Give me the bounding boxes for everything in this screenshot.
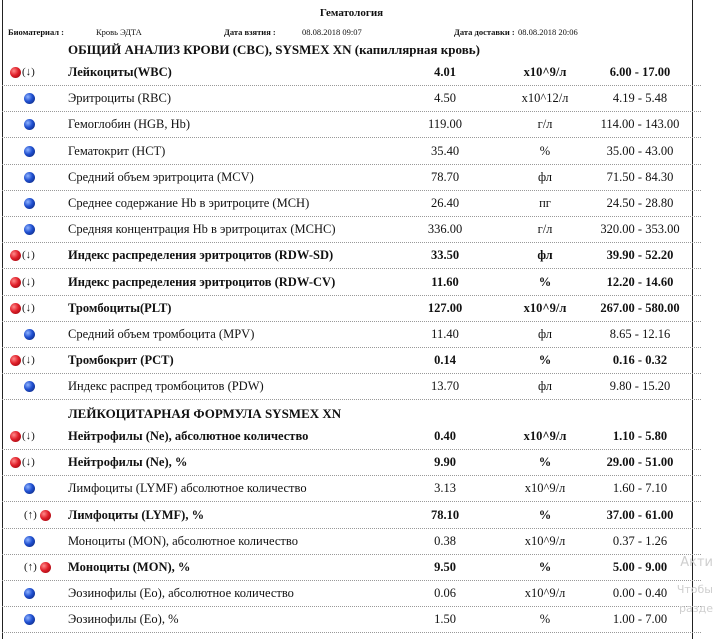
test-value: 336.00 — [427, 222, 463, 237]
result-row — [0, 60, 703, 86]
result-row — [0, 450, 703, 476]
test-value: 0.06 — [434, 586, 456, 601]
result-row — [0, 529, 703, 555]
result-row — [0, 86, 703, 112]
reference-range: 71.50 - 84.30 — [606, 169, 674, 184]
result-row — [0, 555, 703, 581]
test-unit: x10^9/л — [524, 533, 566, 548]
test-value: 26.40 — [430, 196, 460, 210]
test-unit: г/л — [537, 222, 553, 237]
abnormal-flag-icon — [10, 303, 21, 314]
test-value: 119.00 — [428, 117, 462, 132]
arrow-down-icon: (↓) — [22, 354, 35, 367]
result-row — [0, 322, 703, 348]
reference-range: 1.60 - 7.10 — [612, 481, 668, 496]
result-row — [0, 165, 703, 191]
result-row — [0, 503, 703, 529]
biomaterial-label: Биоматериал : — [8, 27, 64, 37]
watermark-line: Чтобы — [676, 583, 713, 596]
abnormal-flag-icon — [40, 562, 51, 573]
test-unit: % — [538, 455, 552, 470]
test-value: 78.10 — [430, 507, 460, 522]
abnormal-flag-icon — [40, 510, 51, 521]
arrow-down-icon: (↓) — [22, 456, 35, 469]
test-unit: г/л — [537, 117, 553, 132]
abnormal-flag-icon — [10, 457, 21, 468]
test-name: Индекс распред тромбоцитов (PDW) — [68, 379, 264, 394]
test-unit: x10^9/л — [524, 586, 566, 601]
normal-flag-icon — [24, 172, 35, 183]
normal-flag-icon — [24, 588, 35, 599]
section-title-cbc: ОБЩИЙ АНАЛИЗ КРОВИ (CBC), SYSMEX XN (капиллярная кровь) — [68, 42, 480, 57]
reference-range: 1.10 - 5.80 — [612, 429, 668, 443]
test-name: Средний объем эритроцита (MCV) — [68, 169, 254, 184]
normal-flag-icon — [24, 119, 35, 130]
report-title: Гематология — [319, 7, 384, 19]
reference-range: 0.37 - 1.26 — [612, 533, 668, 548]
test-value: 11.60 — [431, 274, 459, 289]
arrow-down-icon: (↓) — [22, 301, 35, 314]
normal-flag-icon — [24, 198, 35, 209]
test-unit: x10^9/л — [523, 65, 567, 79]
test-name: Эозинофилы (Eo), абсолютное количество — [68, 586, 294, 601]
test-unit: % — [538, 507, 552, 522]
test-value: 4.01 — [434, 65, 456, 79]
test-name: Среднее содержание Hb в эритроците (MCH) — [68, 196, 310, 210]
result-row — [0, 296, 703, 322]
result-row — [0, 270, 703, 296]
test-unit: фл — [537, 327, 553, 341]
arrow-down-icon: (↓) — [22, 66, 35, 78]
test-unit: фл — [537, 169, 553, 184]
test-unit: x10^12/л — [521, 91, 569, 106]
test-name: Тромбоциты(PLT) — [68, 300, 172, 315]
test-value: 78.70 — [430, 169, 460, 184]
result-row — [0, 243, 703, 269]
test-unit: % — [539, 612, 551, 627]
test-unit: % — [538, 560, 552, 574]
test-name: Индекс распределения эритроцитов (RDW-SD) — [68, 248, 334, 263]
arrow-down-icon: (↓) — [22, 275, 35, 288]
reference-range: 0.16 - 0.32 — [612, 353, 668, 368]
test-unit: % — [538, 274, 552, 289]
result-row — [0, 374, 703, 400]
abnormal-flag-icon — [10, 67, 21, 78]
reference-range: 114.00 - 143.00 — [600, 117, 680, 132]
test-name: Лимфоциты (LYMF), % — [68, 507, 205, 522]
test-value: 127.00 — [427, 300, 463, 315]
section-title-differential: ЛЕЙКОЦИТАРНАЯ ФОРМУЛА SYSMEX XN — [68, 406, 342, 421]
reference-range: 5.00 - 9.00 — [612, 560, 668, 574]
reference-range: 9.80 - 15.20 — [609, 379, 671, 394]
arrow-down-icon: (↓) — [22, 430, 35, 442]
test-unit: пг — [539, 196, 551, 210]
test-unit: фл — [537, 248, 553, 263]
result-row — [0, 217, 703, 243]
test-name: Моноциты (MON), % — [68, 560, 191, 574]
reference-range: 29.00 - 51.00 — [606, 455, 674, 470]
test-name: Моноциты (MON), абсолютное количество — [68, 533, 298, 548]
reference-range: 0.00 - 0.40 — [612, 586, 668, 601]
test-name: Эозинофилы (Eo), % — [68, 612, 179, 627]
normal-flag-icon — [24, 381, 35, 392]
test-value: 0.14 — [434, 353, 456, 368]
biomaterial-value: Кровь ЭДТА — [96, 27, 142, 37]
test-value: 3.13 — [434, 481, 456, 496]
sample-date-value: 08.08.2018 09:07 — [302, 27, 362, 37]
watermark-line: разде — [679, 602, 713, 615]
reference-range: 35.00 - 43.00 — [606, 143, 674, 158]
test-unit: % — [539, 143, 551, 158]
test-name: Гемоглобин (HGB, Hb) — [68, 117, 191, 132]
test-name: Тромбокрит (PCT) — [68, 353, 174, 368]
test-name: Лимфоциты (LYMF) абсолютное количество — [68, 481, 307, 496]
test-name: Нейтрофилы (Ne), % — [68, 455, 188, 470]
test-value: 0.38 — [434, 533, 456, 548]
arrow-up-icon: (↑) — [24, 508, 37, 521]
reference-range: 12.20 - 14.60 — [606, 274, 674, 289]
normal-flag-icon — [24, 614, 35, 625]
normal-flag-icon — [24, 329, 35, 340]
test-unit: x10^9/л — [524, 481, 566, 496]
test-value: 35.40 — [430, 143, 460, 158]
test-name: Средний объем тромбоцита (MPV) — [68, 327, 255, 341]
test-unit: фл — [537, 379, 553, 394]
test-name: Лейкоциты(WBC) — [68, 65, 172, 79]
result-row — [0, 424, 703, 450]
reference-range: 6.00 - 17.00 — [609, 65, 671, 79]
normal-flag-icon — [24, 483, 35, 494]
reference-range: 267.00 - 580.00 — [600, 300, 680, 315]
normal-flag-icon — [24, 224, 35, 235]
test-name: Средняя концентрация Hb в эритроцитах (MCHC) — [68, 222, 336, 237]
reference-range: 320.00 - 353.00 — [600, 222, 680, 237]
abnormal-flag-icon — [10, 250, 21, 261]
test-value: 1.50 — [434, 612, 456, 627]
result-row — [0, 348, 703, 374]
reference-range: 8.65 - 12.16 — [609, 327, 671, 341]
test-name: Гематокрит (HCT) — [68, 143, 166, 158]
test-value: 4.50 — [434, 91, 456, 106]
reference-range: 37.00 - 61.00 — [606, 507, 674, 522]
result-row — [0, 191, 703, 217]
abnormal-flag-icon — [10, 431, 21, 442]
test-name: Индекс распределения эритроцитов (RDW-CV) — [68, 274, 336, 289]
result-row — [0, 112, 703, 138]
test-value: 9.50 — [434, 560, 456, 574]
abnormal-flag-icon — [10, 277, 21, 288]
test-name: Эритроциты (RBC) — [68, 91, 172, 106]
normal-flag-icon — [24, 146, 35, 157]
watermark-line: Акти — [680, 555, 713, 570]
test-unit: x10^9/л — [523, 429, 567, 443]
result-row — [0, 581, 703, 607]
reference-range: 4.19 - 5.48 — [612, 91, 668, 106]
result-row — [0, 139, 703, 165]
normal-flag-icon — [24, 536, 35, 547]
test-value: 11.40 — [431, 327, 459, 341]
test-unit: x10^9/л — [523, 300, 567, 315]
test-value: 13.70 — [430, 379, 460, 394]
test-value: 9.90 — [434, 455, 456, 470]
test-unit: % — [538, 353, 552, 368]
delivery-date-label: Дата доставки : — [454, 27, 515, 37]
arrow-down-icon: (↓) — [22, 249, 35, 262]
reference-range: 39.90 - 52.20 — [606, 248, 674, 263]
reference-range: 24.50 - 28.80 — [606, 196, 674, 210]
test-name: Нейтрофилы (Ne), абсолютное количество — [68, 429, 309, 443]
test-value: 33.50 — [430, 248, 460, 263]
reference-range: 1.00 - 7.00 — [612, 612, 668, 627]
delivery-date-value: 08.08.2018 20:06 — [518, 27, 578, 37]
result-row — [0, 476, 703, 502]
row-separator — [2, 632, 701, 633]
arrow-up-icon: (↑) — [24, 561, 37, 573]
normal-flag-icon — [24, 93, 35, 104]
test-value: 0.40 — [434, 429, 456, 443]
result-row — [0, 607, 703, 633]
row-separator — [2, 399, 701, 400]
abnormal-flag-icon — [10, 355, 21, 366]
sample-date-label: Дата взятия : — [224, 27, 276, 37]
